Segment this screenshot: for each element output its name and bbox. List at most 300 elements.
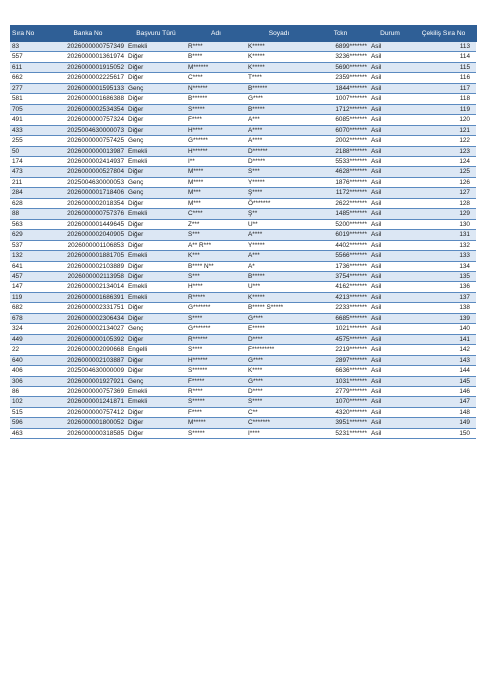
cell-adi: Z*** [186, 219, 246, 229]
header-soyadi: Soyadı [246, 25, 312, 42]
cell-soyadi: D****** [246, 146, 312, 156]
cell-cekilis-sira-no: 150 [411, 428, 476, 438]
cell-adi: F**** [186, 407, 246, 417]
cell-adi: R****** [186, 334, 246, 344]
cell-durum: Asil [369, 261, 411, 271]
table-body [10, 42, 476, 439]
cell-adi: C**** [186, 209, 246, 219]
cell-sira-no: 628 [10, 198, 50, 208]
cell-cekilis-sira-no: 117 [411, 83, 476, 93]
cell-soyadi: D***** [246, 156, 312, 166]
cell-cekilis-sira-no: 133 [411, 251, 476, 261]
cell-basvuru-turu: Diğer [126, 261, 186, 271]
cell-tckn: 2359******* [312, 73, 369, 83]
cell-basvuru-turu: Emekli [126, 397, 186, 407]
cell-sira-no: 491 [10, 115, 50, 125]
cell-adi: C**** [186, 73, 246, 83]
cell-soyadi: A**** [246, 230, 312, 240]
cell-tckn: 3754******* [312, 271, 369, 281]
cell-durum: Asil [369, 115, 411, 125]
cell-soyadi: C** [246, 407, 312, 417]
table-row [10, 376, 476, 386]
table-row [10, 324, 476, 334]
cell-cekilis-sira-no: 142 [411, 345, 476, 355]
table-row [10, 115, 476, 125]
table-row [10, 73, 476, 83]
table-row [10, 366, 476, 376]
cell-cekilis-sira-no: 116 [411, 73, 476, 83]
cell-soyadi: U*** [246, 282, 312, 292]
cell-adi: M*** [186, 188, 246, 198]
cell-sira-no: 557 [10, 52, 50, 62]
cell-tckn: 4213******* [312, 292, 369, 302]
cell-adi: H**** [186, 125, 246, 135]
cell-soyadi: I**** [246, 428, 312, 438]
cell-sira-no: 86 [10, 386, 50, 396]
cell-tckn: 2233******* [312, 303, 369, 313]
cell-sira-no: 433 [10, 125, 50, 135]
cell-basvuru-turu: Diğer [126, 52, 186, 62]
cell-adi: N****** [186, 83, 246, 93]
cell-adi: H****** [186, 355, 246, 365]
cell-durum: Asil [369, 125, 411, 135]
cell-soyadi: D**** [246, 334, 312, 344]
cell-adi: S*** [186, 271, 246, 281]
cell-adi: R***** [186, 292, 246, 302]
cell-tckn: 1031******* [312, 376, 369, 386]
cell-banka-no: 2026000002306434 [50, 313, 126, 323]
cell-basvuru-turu: Emekli [126, 146, 186, 156]
table-row [10, 219, 476, 229]
cell-durum: Asil [369, 407, 411, 417]
cell-sira-no: 406 [10, 366, 50, 376]
table-row [10, 177, 476, 187]
cell-cekilis-sira-no: 143 [411, 355, 476, 365]
table-row [10, 125, 476, 135]
cell-banka-no: 2026000001595133 [50, 83, 126, 93]
cell-durum: Asil [369, 177, 411, 187]
cell-basvuru-turu: Diğer [126, 230, 186, 240]
cell-soyadi: D**** [246, 386, 312, 396]
cell-basvuru-turu: Genç [126, 376, 186, 386]
table-row [10, 240, 476, 250]
cell-banka-no: 2026000002414937 [50, 156, 126, 166]
cell-cekilis-sira-no: 114 [411, 52, 476, 62]
cell-durum: Asil [369, 397, 411, 407]
cell-cekilis-sira-no: 132 [411, 240, 476, 250]
cell-sira-no: 463 [10, 428, 50, 438]
cell-tckn: 5200******* [312, 219, 369, 229]
header-adi: Adı [186, 25, 246, 42]
cell-adi: S**** [186, 313, 246, 323]
cell-tckn: 2779******* [312, 386, 369, 396]
cell-durum: Asil [369, 324, 411, 334]
cell-durum: Asil [369, 209, 411, 219]
cell-adi: R**** [186, 42, 246, 52]
cell-basvuru-turu: Emekli [126, 156, 186, 166]
cell-adi: H****** [186, 146, 246, 156]
cell-adi: A** R*** [186, 240, 246, 250]
cell-sira-no: 515 [10, 407, 50, 417]
cell-cekilis-sira-no: 145 [411, 376, 476, 386]
cell-adi: S***** [186, 397, 246, 407]
table-row [10, 386, 476, 396]
cell-banka-no: 2026000002103889 [50, 261, 126, 271]
cell-durum: Asil [369, 271, 411, 281]
table-row [10, 418, 476, 428]
table-row [10, 428, 476, 438]
table-row [10, 209, 476, 219]
cell-cekilis-sira-no: 125 [411, 167, 476, 177]
cell-durum: Asil [369, 366, 411, 376]
cell-tckn: 5231******* [312, 428, 369, 438]
cell-soyadi: F********* [246, 345, 312, 355]
cell-banka-no: 2026000002225617 [50, 73, 126, 83]
cell-banka-no: 2026000001881705 [50, 251, 126, 261]
cell-cekilis-sira-no: 127 [411, 188, 476, 198]
cell-tckn: 1876******* [312, 177, 369, 187]
cell-sira-no: 211 [10, 177, 50, 187]
cell-soyadi: Ö******* [246, 198, 312, 208]
cell-banka-no: 2025004630000009 [50, 366, 126, 376]
cell-cekilis-sira-no: 123 [411, 146, 476, 156]
cell-cekilis-sira-no: 118 [411, 94, 476, 104]
cell-soyadi: E***** [246, 324, 312, 334]
cell-tckn: 1021******* [312, 324, 369, 334]
cell-adi: H**** [186, 282, 246, 292]
cell-adi: B**** [186, 52, 246, 62]
cell-soyadi: A* [246, 261, 312, 271]
cell-soyadi: K***** [246, 62, 312, 72]
cell-soyadi: K***** [246, 292, 312, 302]
header-basvuru-turu: Başvuru Türü [126, 25, 186, 42]
cell-banka-no: 2026000000757324 [50, 115, 126, 125]
cell-soyadi: S*** [246, 167, 312, 177]
cell-soyadi: G**** [246, 313, 312, 323]
cell-soyadi: B****** [246, 83, 312, 93]
cell-basvuru-turu: Genç [126, 324, 186, 334]
cell-banka-no: 2026000000757412 [50, 407, 126, 417]
table-row [10, 167, 476, 177]
cell-adi: S*** [186, 230, 246, 240]
cell-cekilis-sira-no: 138 [411, 303, 476, 313]
cell-basvuru-turu: Diğer [126, 125, 186, 135]
cell-sira-no: 83 [10, 42, 50, 52]
cell-basvuru-turu: Diğer [126, 198, 186, 208]
cell-tckn: 1007******* [312, 94, 369, 104]
cell-banka-no: 2026000000757376 [50, 209, 126, 219]
cell-durum: Asil [369, 292, 411, 302]
cell-banka-no: 2026000001927921 [50, 376, 126, 386]
cell-tckn: 5566******* [312, 251, 369, 261]
header-cekilis-sira-no: Çekiliş Sıra No [411, 25, 476, 42]
cell-adi: M**** [186, 167, 246, 177]
cell-adi: S***** [186, 428, 246, 438]
cell-cekilis-sira-no: 140 [411, 324, 476, 334]
cell-soyadi: K**** [246, 366, 312, 376]
header-sira-no: Sıra No [10, 25, 50, 42]
cell-banka-no: 2026000001361974 [50, 52, 126, 62]
table-row [10, 271, 476, 281]
cell-basvuru-turu: Diğer [126, 355, 186, 365]
cell-soyadi: B***** [246, 271, 312, 281]
cell-sira-no: 324 [10, 324, 50, 334]
table-row [10, 136, 476, 146]
results-table [10, 25, 477, 439]
cell-tckn: 1844******* [312, 83, 369, 93]
cell-basvuru-turu: Genç [126, 136, 186, 146]
table-row [10, 407, 476, 417]
header-durum: Durum [369, 25, 411, 42]
cell-banka-no: 2026000001686391 [50, 292, 126, 302]
cell-basvuru-turu: Emekli [126, 251, 186, 261]
cell-adi: S***** [186, 104, 246, 114]
cell-cekilis-sira-no: 130 [411, 219, 476, 229]
cell-tckn: 2002******* [312, 136, 369, 146]
cell-adi: G******* [186, 303, 246, 313]
cell-sira-no: 50 [10, 146, 50, 156]
cell-adi: G****** [186, 136, 246, 146]
cell-cekilis-sira-no: 131 [411, 230, 476, 240]
cell-durum: Asil [369, 282, 411, 292]
table-row [10, 261, 476, 271]
cell-soyadi: G**** [246, 355, 312, 365]
cell-soyadi: A*** [246, 115, 312, 125]
cell-adi: B**** N** [186, 261, 246, 271]
cell-tckn: 1172******* [312, 188, 369, 198]
cell-durum: Asil [369, 230, 411, 240]
cell-banka-no: 2026000001686388 [50, 94, 126, 104]
cell-cekilis-sira-no: 147 [411, 397, 476, 407]
cell-basvuru-turu: Diğer [126, 62, 186, 72]
table-row [10, 397, 476, 407]
table-row [10, 230, 476, 240]
cell-durum: Asil [369, 104, 411, 114]
cell-basvuru-turu: Diğer [126, 313, 186, 323]
cell-durum: Asil [369, 240, 411, 250]
cell-adi: F***** [186, 376, 246, 386]
cell-sira-no: 678 [10, 313, 50, 323]
cell-basvuru-turu: Emekli [126, 42, 186, 52]
cell-tckn: 4320******* [312, 407, 369, 417]
cell-durum: Asil [369, 73, 411, 83]
cell-durum: Asil [369, 376, 411, 386]
cell-banka-no: 2026000002103887 [50, 355, 126, 365]
cell-adi: F**** [186, 115, 246, 125]
table-row [10, 334, 476, 344]
cell-basvuru-turu: Diğer [126, 115, 186, 125]
cell-banka-no: 2026000002113958 [50, 271, 126, 281]
cell-sira-no: 662 [10, 73, 50, 83]
cell-sira-no: 88 [10, 209, 50, 219]
cell-sira-no: 102 [10, 397, 50, 407]
table-row [10, 292, 476, 302]
cell-sira-no: 682 [10, 303, 50, 313]
cell-cekilis-sira-no: 149 [411, 418, 476, 428]
table-row [10, 156, 476, 166]
cell-basvuru-turu: Diğer [126, 104, 186, 114]
cell-sira-no: 611 [10, 62, 50, 72]
cell-tckn: 5690******* [312, 62, 369, 72]
cell-cekilis-sira-no: 128 [411, 198, 476, 208]
cell-sira-no: 22 [10, 345, 50, 355]
cell-adi: I** [186, 156, 246, 166]
cell-soyadi: A**** [246, 125, 312, 135]
cell-basvuru-turu: Diğer [126, 366, 186, 376]
header-banka-no: Banka No [50, 25, 126, 42]
cell-sira-no: 119 [10, 292, 50, 302]
cell-cekilis-sira-no: 115 [411, 62, 476, 72]
cell-cekilis-sira-no: 129 [411, 209, 476, 219]
cell-cekilis-sira-no: 122 [411, 136, 476, 146]
cell-durum: Asil [369, 94, 411, 104]
cell-soyadi: B***** [246, 104, 312, 114]
cell-durum: Asil [369, 167, 411, 177]
cell-adi: B****** [186, 94, 246, 104]
table-row [10, 198, 476, 208]
cell-sira-no: 255 [10, 136, 50, 146]
cell-tckn: 1736******* [312, 261, 369, 271]
cell-sira-no: 641 [10, 261, 50, 271]
cell-sira-no: 705 [10, 104, 50, 114]
cell-cekilis-sira-no: 136 [411, 282, 476, 292]
cell-basvuru-turu: Diğer [126, 271, 186, 281]
cell-cekilis-sira-no: 113 [411, 42, 476, 52]
cell-banka-no: 2026000001800052 [50, 418, 126, 428]
cell-sira-no: 277 [10, 83, 50, 93]
cell-basvuru-turu: Diğer [126, 167, 186, 177]
cell-banka-no: 2026000001915052 [50, 62, 126, 72]
cell-banka-no: 2026000002134027 [50, 324, 126, 334]
cell-sira-no: 132 [10, 251, 50, 261]
cell-cekilis-sira-no: 146 [411, 386, 476, 396]
cell-sira-no: 596 [10, 418, 50, 428]
cell-tckn: 1485******* [312, 209, 369, 219]
cell-durum: Asil [369, 146, 411, 156]
cell-tckn: 6685******* [312, 313, 369, 323]
cell-tckn: 2188******* [312, 146, 369, 156]
cell-soyadi: T**** [246, 73, 312, 83]
cell-tckn: 6019******* [312, 230, 369, 240]
table-row [10, 52, 476, 62]
cell-basvuru-turu: Diğer [126, 240, 186, 250]
cell-cekilis-sira-no: 121 [411, 125, 476, 135]
cell-durum: Asil [369, 156, 411, 166]
cell-soyadi: G**** [246, 376, 312, 386]
cell-basvuru-turu: Genç [126, 177, 186, 187]
cell-durum: Asil [369, 313, 411, 323]
cell-durum: Asil [369, 219, 411, 229]
cell-sira-no: 537 [10, 240, 50, 250]
cell-banka-no: 2026000001449645 [50, 219, 126, 229]
cell-sira-no: 284 [10, 188, 50, 198]
cell-banka-no: 2026000002534354 [50, 104, 126, 114]
cell-soyadi: K***** [246, 52, 312, 62]
cell-sira-no: 581 [10, 94, 50, 104]
cell-durum: Asil [369, 355, 411, 365]
table-row [10, 303, 476, 313]
cell-soyadi: A*** [246, 251, 312, 261]
cell-soyadi: Y***** [246, 177, 312, 187]
cell-cekilis-sira-no: 120 [411, 115, 476, 125]
table-row [10, 251, 476, 261]
cell-banka-no: 2026000002040905 [50, 230, 126, 240]
cell-sira-no: 629 [10, 230, 50, 240]
cell-sira-no: 640 [10, 355, 50, 365]
cell-sira-no: 147 [10, 282, 50, 292]
cell-cekilis-sira-no: 141 [411, 334, 476, 344]
cell-basvuru-turu: Emekli [126, 282, 186, 292]
cell-tckn: 4628******* [312, 167, 369, 177]
cell-soyadi: K***** [246, 42, 312, 52]
cell-adi: M*** [186, 198, 246, 208]
cell-basvuru-turu: Diğer [126, 219, 186, 229]
cell-basvuru-turu: Emekli [126, 292, 186, 302]
cell-soyadi: Ş** [246, 209, 312, 219]
cell-tckn: 2622******* [312, 198, 369, 208]
cell-banka-no: 2026000000013987 [50, 146, 126, 156]
cell-tckn: 6070******* [312, 125, 369, 135]
cell-soyadi: U** [246, 219, 312, 229]
table-row [10, 42, 476, 52]
cell-banka-no: 2026000000318585 [50, 428, 126, 438]
cell-tckn: 1712******* [312, 104, 369, 114]
cell-cekilis-sira-no: 139 [411, 313, 476, 323]
cell-basvuru-turu: Diğer [126, 94, 186, 104]
cell-banka-no: 2026000001718406 [50, 188, 126, 198]
cell-basvuru-turu: Diğer [126, 303, 186, 313]
cell-tckn: 3951******* [312, 418, 369, 428]
cell-tckn: 5533******* [312, 156, 369, 166]
cell-sira-no: 449 [10, 334, 50, 344]
cell-basvuru-turu: Genç [126, 188, 186, 198]
cell-banka-no: 2026000002331751 [50, 303, 126, 313]
cell-durum: Asil [369, 303, 411, 313]
cell-durum: Asil [369, 62, 411, 72]
cell-durum: Asil [369, 428, 411, 438]
cell-durum: Asil [369, 386, 411, 396]
cell-banka-no: 2026000002134014 [50, 282, 126, 292]
results-sheet [10, 25, 476, 439]
cell-banka-no: 2026000001106853 [50, 240, 126, 250]
cell-banka-no: 2026000000527804 [50, 167, 126, 177]
header-row [10, 25, 476, 42]
cell-soyadi: A**** [246, 136, 312, 146]
table-row [10, 146, 476, 156]
cell-banka-no: 2026000000757425 [50, 136, 126, 146]
cell-tckn: 2219******* [312, 345, 369, 355]
cell-tckn: 4162******* [312, 282, 369, 292]
table-row [10, 355, 476, 365]
cell-sira-no: 563 [10, 219, 50, 229]
cell-banka-no: 2026000000105392 [50, 334, 126, 344]
cell-basvuru-turu: Diğer [126, 334, 186, 344]
table-row [10, 313, 476, 323]
cell-tckn: 4402******* [312, 240, 369, 250]
cell-adi: S****** [186, 366, 246, 376]
cell-tckn: 3236******* [312, 52, 369, 62]
cell-sira-no: 457 [10, 271, 50, 281]
table-row [10, 282, 476, 292]
cell-tckn: 4575******* [312, 334, 369, 344]
table-row [10, 345, 476, 355]
cell-adi: K*** [186, 251, 246, 261]
cell-basvuru-turu: Engelli [126, 345, 186, 355]
cell-cekilis-sira-no: 144 [411, 366, 476, 376]
cell-banka-no: 2025004630000053 [50, 177, 126, 187]
cell-banka-no: 2026000001241871 [50, 397, 126, 407]
cell-durum: Asil [369, 334, 411, 344]
